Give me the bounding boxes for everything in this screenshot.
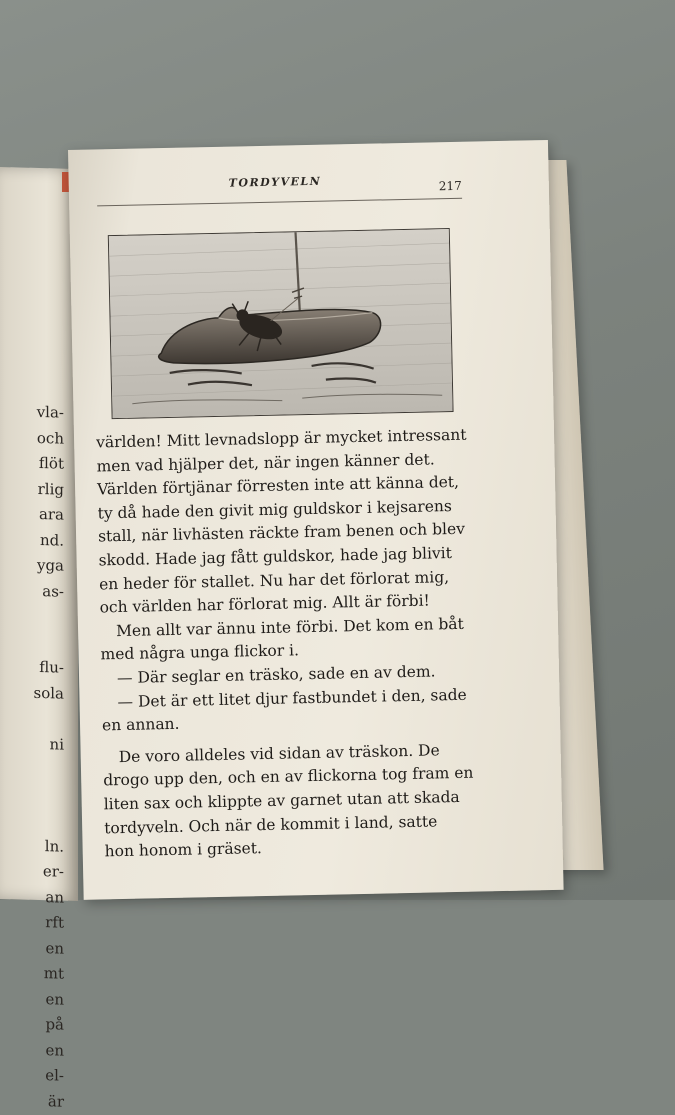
left-fragment: flöt (38, 453, 64, 473)
left-fragment (4, 782, 64, 809)
left-fragment: flu- (39, 658, 64, 677)
text-line: ty då hade den givit mig guldskor i kejsarens (97, 496, 453, 523)
left-fragment: på (45, 1015, 64, 1034)
left-fragment: en (45, 989, 64, 1009)
running-head: TORDYVELN (228, 174, 322, 190)
left-fragment: an (45, 887, 64, 907)
text-line: men vad hjälper det, när ingen känner det. (96, 449, 435, 476)
body-text (96, 423, 503, 864)
text-line: tordyveln. Och när de kommit i land, satte (104, 811, 438, 837)
left-fragment (4, 705, 64, 732)
left-fragment: ni (49, 734, 64, 754)
clog-beetle-illustration (109, 229, 453, 418)
text-line: en annan. (101, 714, 180, 735)
text-line: med några unga flickor i. (100, 641, 300, 664)
text-line: skodd. Hade jag fått guldskor, hade jag blivit (98, 544, 453, 570)
left-fragment: rft (45, 913, 64, 932)
text-line: hon honom i gräset. (104, 839, 263, 861)
text-line: — Det är ett litet djur fastbundet i den, sade (117, 685, 467, 711)
text-line: drogo upp den, och en av flickorna tog fram en (103, 763, 474, 790)
left-fragment: en (45, 1040, 64, 1060)
left-fragment: sola (33, 683, 64, 703)
text-line: stall, när livhästen räckte fram benen och blev (97, 520, 466, 546)
text-line: liten sax och klippte av garnet utan att skada (103, 787, 460, 814)
left-fragment: ara (38, 504, 64, 524)
left-fragment: nd. (39, 530, 64, 550)
left-page (0, 167, 78, 1111)
right-page (68, 140, 564, 900)
left-fragment: el- (45, 1066, 64, 1085)
header-rule (97, 198, 462, 207)
left-fragment: och (36, 428, 64, 448)
text-line: — Där seglar en träsko, sade en av dem. (116, 662, 436, 688)
left-fragment: mt (43, 964, 64, 983)
text-line: Men allt var ännu inte förbi. Det kom en båt (115, 614, 464, 640)
illustration (108, 228, 454, 419)
page-number: 217 (438, 178, 462, 194)
text-line: Världen förtjänar förresten inte att känna det, (96, 473, 460, 499)
left-fragment: rlig (37, 479, 64, 499)
left-fragment: as- (42, 581, 64, 601)
text-line: världen! Mitt levnadslopp är mycket intressant (95, 425, 467, 452)
left-fragment (4, 629, 64, 656)
left-fragment: vla- (36, 402, 64, 422)
left-page-text (4, 399, 64, 1115)
left-fragment: en (45, 938, 64, 958)
text-line: och världen har förlorat mig. Allt är förbi! (99, 591, 431, 617)
left-fragment: er- (42, 862, 64, 881)
text-line: De voro alldeles vid sidan av träskon. De (118, 741, 440, 766)
left-fragment: ln. (44, 836, 64, 856)
text-line: en heder för stallet. Nu har det förlorat mig, (98, 567, 450, 594)
left-fragment: yga (36, 555, 64, 575)
left-fragment (4, 756, 64, 783)
left-fragment: är (47, 1091, 64, 1111)
left-fragment (4, 603, 64, 630)
left-fragment (4, 807, 64, 834)
